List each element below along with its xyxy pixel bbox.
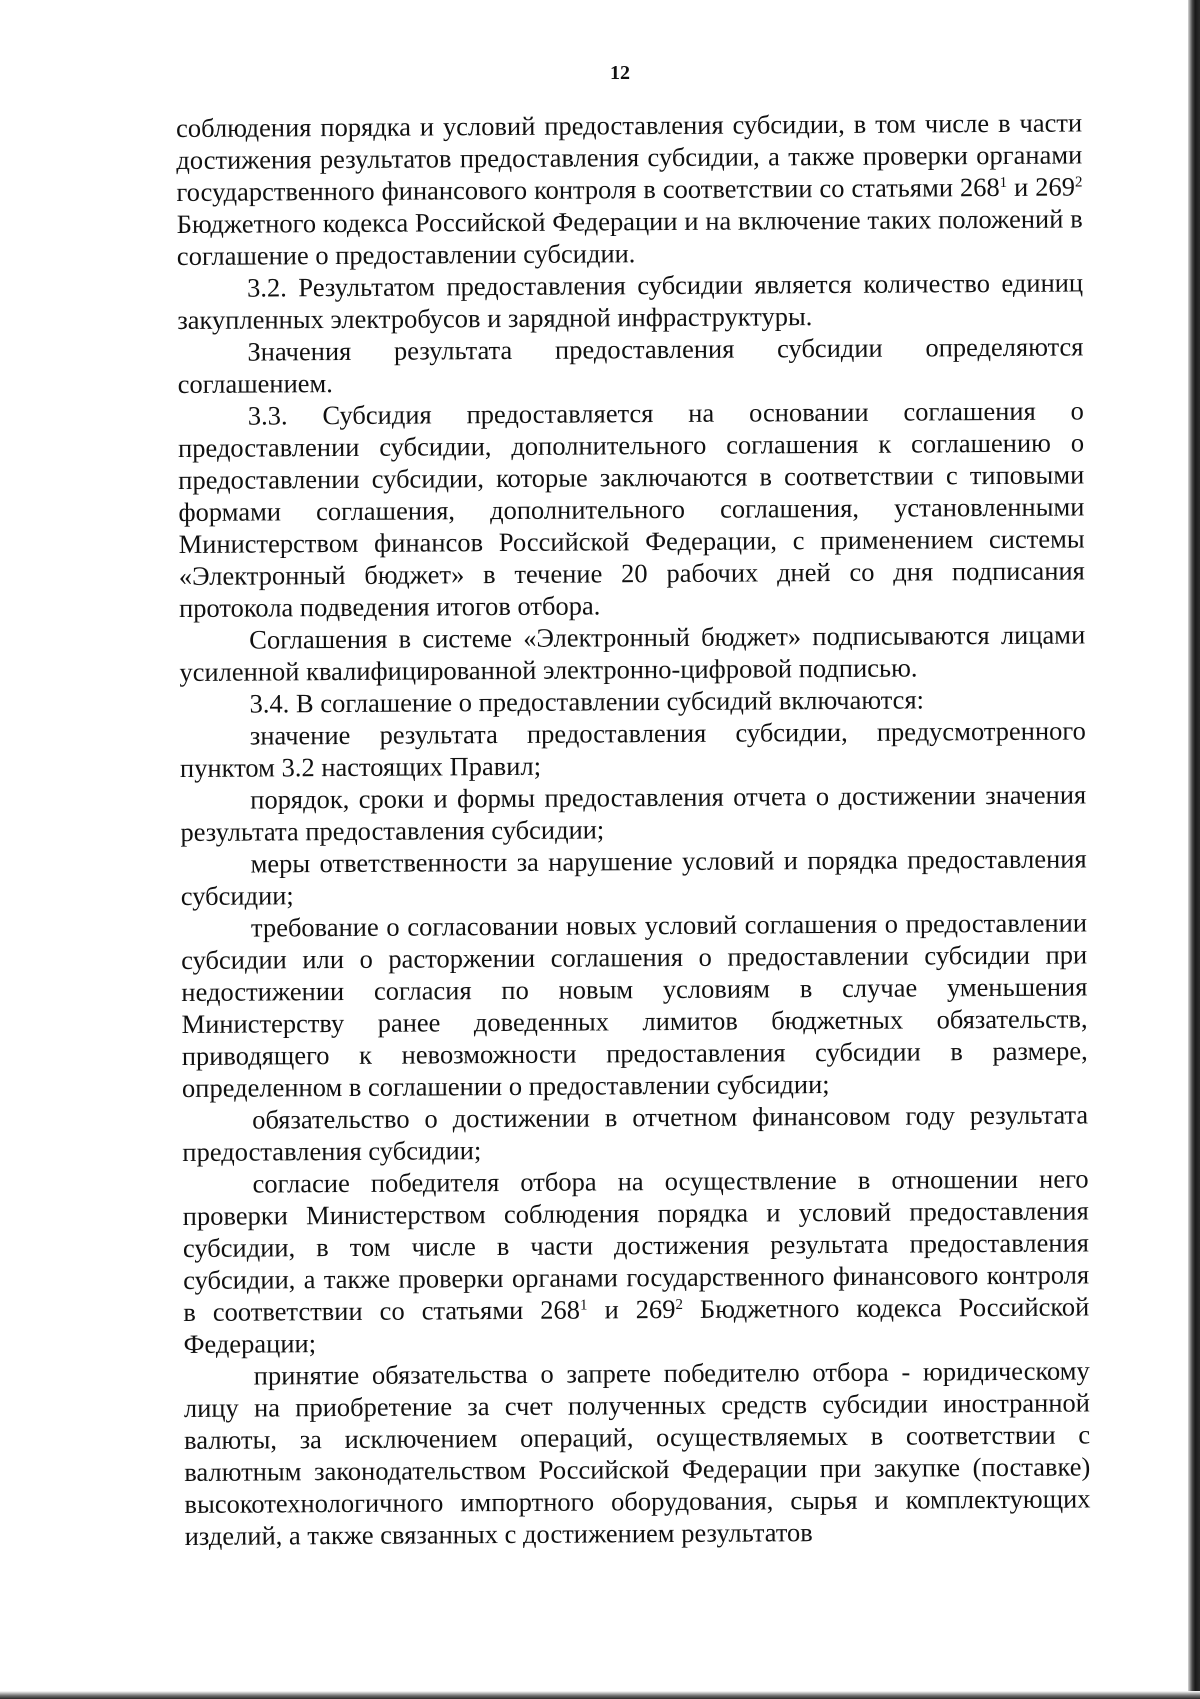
superscript: 1 — [999, 174, 1008, 191]
text-segment: 3.3. Субсидия предоставляется на основании соглашения о предоставлении субсидии, дополнительного соглашения к соглашению о предоставлении субсидии, которые заключаются в соответствии с типовыми формами соглашения, дополнительного соглашения, установленными Министерством финансов Российской Федерации, с применением системы «Электронный бюджет» в течение 20 рабочих дней со дня подписания протокола подведения итогов отбора. — [177, 395, 1085, 623]
text-segment: соблюдения порядка и условий предоставления субсидии, в том числе в части достижения результатов предоставления субсидии, а также проверки органами государственного финансового контроля в соответствии со статьями 268 — [176, 107, 1083, 207]
page-number: 12 — [610, 62, 630, 84]
text-segment: Значения результата предоставления субсидии определяются соглашением. — [177, 331, 1084, 399]
paragraph — [182, 1098, 1088, 1168]
text-segment: согласие победителя отбора на осуществление в отношении него проверки Министерством соблюдения порядка и условий предоставления субсидии, в том числе в части достижения результата предоставления субсидии, а также проверки органами государственного финансового контроля в соответствии со статьями 268 — [182, 1163, 1090, 1327]
superscript: 2 — [675, 1296, 684, 1313]
paragraph — [182, 1162, 1089, 1360]
paragraph — [177, 330, 1083, 400]
text-segment: 3.4. В соглашение о предоставлении субсидий включаются: — [249, 684, 925, 719]
text-segment: порядок, сроки и формы предоставления отчета о достижении значения результата предоставления субсидии; — [180, 779, 1087, 847]
text-segment: значение результата предоставления субсидии, предусмотренного пунктом 3.2 настоящих Правил; — [179, 715, 1086, 783]
paragraph — [180, 714, 1086, 784]
text-segment: обязательство о достижении в отчетном финансовом году результата предоставления субсидии; — [182, 1099, 1089, 1167]
paragraph — [177, 266, 1083, 336]
paragraph — [181, 906, 1088, 1104]
text-segment: Соглашения в системе «Электронный бюджет» подписываются лицами усиленной квалифицированной электронно-цифровой подписью. — [179, 619, 1086, 687]
text-segment: 3.2. Результатом предоставления субсидии является количество единиц закупленных электробусов и зарядной инфраструктуры. — [177, 267, 1084, 335]
paragraph — [180, 778, 1086, 848]
text-segment: Бюджетного кодекса Российской Федерации; — [183, 1291, 1090, 1359]
scan-border-right — [1188, 0, 1200, 1699]
text-segment: и 269 — [1007, 171, 1076, 202]
scan-border-bottom — [0, 1691, 1200, 1699]
text-segment: требование о согласовании новых условий соглашения о предоставлении субсидии или о расторжении соглашения о предоставлении субсидии при недостижении согласия по новым условиям в случае уменьшения Министерству ранее доведенных лимитов бюджетных обязательств, приводящего к невозможности предоставления субсидии в размере, определенном в соглашении о предоставлении субсидии; — [181, 907, 1088, 1103]
text-segment: принятие обязательства о запрете победителю отбора - юридическому лицу на приобретение за счет полученных средств субсидии иностранной валюты, за исключением операций, осуществляемых в соответствии с валютным законодательством Российской Федерации при закупке (поставке) высокотехнологичного импортного оборудования, сырья и комплектующих изделий, а также связанных с достижением результатов — [183, 1355, 1091, 1551]
paragraph — [180, 842, 1086, 912]
paragraph — [176, 106, 1083, 272]
document-body — [176, 106, 1091, 1552]
superscript: 1 — [579, 1297, 588, 1314]
paragraph — [178, 394, 1085, 624]
superscript: 2 — [1074, 174, 1083, 191]
paragraph — [184, 1354, 1091, 1552]
paragraph — [179, 618, 1085, 688]
text-segment: Бюджетного кодекса Российской Федерации и на включение таких положений в соглашение о предоставлении субсидии. — [176, 203, 1083, 271]
text-segment: и 269 — [587, 1293, 676, 1325]
text-segment: меры ответственности за нарушение условий и порядка предоставления субсидии; — [180, 843, 1087, 911]
